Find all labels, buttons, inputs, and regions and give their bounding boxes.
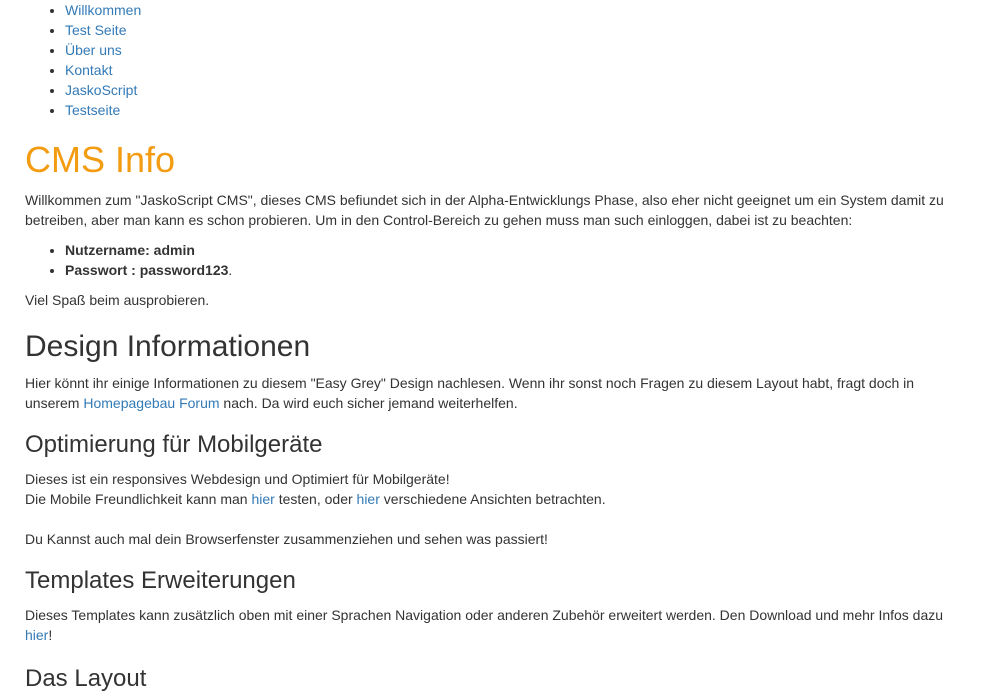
- mobile-line3: Du Kannst auch mal dein Browserfenster zusammenziehen und sehen was passiert!: [25, 531, 548, 547]
- nav-item-test-seite: [65, 20, 141, 40]
- nav-link-kontakt[interactable]: Kontakt: [65, 62, 113, 78]
- mobile-views-link[interactable]: hier: [356, 491, 380, 507]
- design-text-after: nach. Da wird euch sicher jemand weiterhelfen.: [219, 395, 518, 411]
- mobile-title: Optimierung für Mobilgeräte: [25, 431, 323, 458]
- nav-link-jaskoscript[interactable]: JaskoScript: [65, 82, 138, 98]
- mobile-line2-b: testen, oder: [274, 491, 357, 507]
- design-text: [25, 373, 965, 413]
- nav-link-test-seite[interactable]: Test Seite: [65, 22, 127, 38]
- username-text: Nutzername: admin: [65, 242, 195, 258]
- mobile-line2-a: Die Mobile Freundlichkeit kann man: [25, 491, 252, 507]
- mobile-test-link[interactable]: hier: [251, 491, 275, 507]
- templates-text-body: Dieses Templates kann zusätzlich oben mit einer Sprachen Navigation oder anderen Zubehör erweitert werden. Den Download und mehr Infos dazu: [25, 607, 944, 623]
- main-nav: [0, 0, 141, 120]
- design-text-before: Hier könnt ihr einige Informationen zu diesem "Easy Grey" Design nachlesen. Wenn ihr sonst noch Fragen zu diesem Layout habt, fragt doch in unserem: [25, 375, 915, 411]
- nav-item-testseite: [65, 100, 141, 120]
- mobile-line1: Dieses ist ein responsives Webdesign und Optimiert für Mobilgeräte!: [25, 471, 450, 487]
- templates-download-link[interactable]: hier: [25, 627, 49, 643]
- mobile-text: [25, 469, 965, 549]
- nav-item-willkommen: [65, 0, 141, 20]
- templates-title: Templates Erweiterungen: [25, 567, 296, 594]
- cms-info-outro: Viel Spaß beim ausprobieren.: [25, 292, 210, 308]
- credential-username: [65, 240, 232, 260]
- templates-text: [25, 605, 965, 645]
- forum-link[interactable]: Homepagebau Forum: [83, 395, 220, 411]
- password-text: Passwort : password123: [65, 262, 229, 278]
- nav-link-testseite[interactable]: Testseite: [65, 102, 121, 118]
- nav-link-ueber-uns[interactable]: Über uns: [65, 42, 122, 58]
- templates-suffix: !: [48, 627, 53, 643]
- nav-item-kontakt: [65, 60, 141, 80]
- cms-info-intro: Willkommen zum "JaskoScript CMS", dieses CMS befiundet sich in der Alpha-Entwicklungs Phase, also eher nicht geeignet um ein System damit zu betreiben, aber man kann es schon probieren. Um in den Control-Bereich zu gehen muss man such einloggen, dabei ist zu beachten:: [25, 192, 944, 228]
- cms-info-title: CMS Info: [25, 139, 176, 180]
- nav-item-ueber-uns: [65, 40, 141, 60]
- layout-title: Das Layout: [25, 665, 147, 692]
- design-title: Design Informationen: [25, 330, 311, 363]
- mobile-line2-c: verschiedene Ansichten betrachten.: [379, 491, 606, 507]
- credential-password: [65, 260, 232, 280]
- password-suffix: .: [228, 262, 233, 278]
- nav-link-willkommen[interactable]: Willkommen: [65, 2, 142, 18]
- nav-item-jaskoscript: [65, 80, 141, 100]
- credentials-list: [25, 240, 232, 280]
